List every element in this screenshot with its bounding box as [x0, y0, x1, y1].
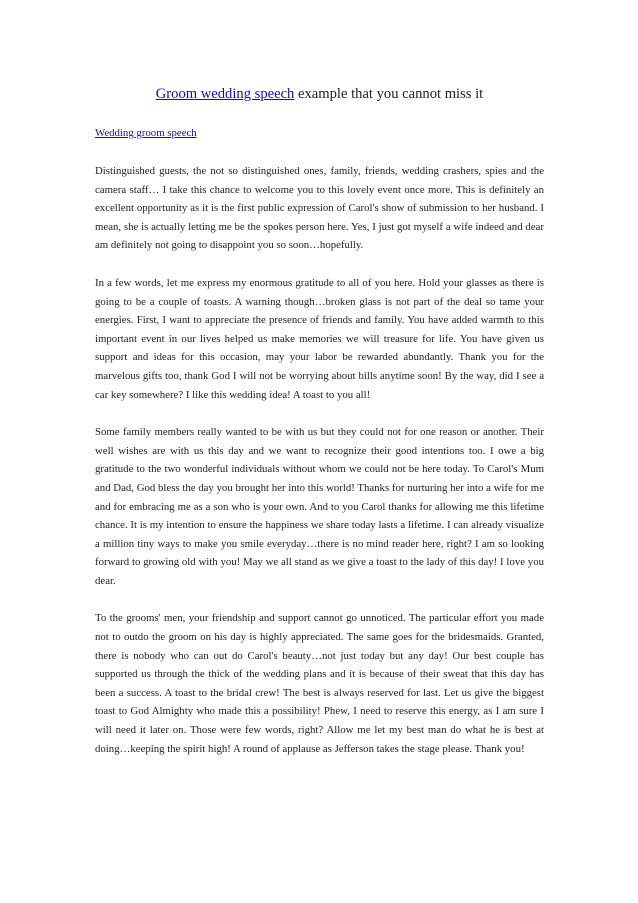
title-rest-text: example that you cannot miss it [294, 86, 484, 102]
paragraph-family: Some family members really wanted to be with us but they could not for one reason or another. Their well wishes are with us this day and we want to recognize their good intentions too. I owe a big gratitude to the two wonderful individuals without whom we could not be here today. To Carol's Mum and Dad, God bless the day you brought her into this world! Thanks for nurturing her into a wife for me and for embracing me as a son who is your own. And to you Carol thanks for allowing me this lifetime chance. It is my intention to ensure the happiness we share today lasts a lifetime. I can already visualize a million tiny ways to make you smile everyday…there is no mind reader here, right? I am so looking forward to growing old with you! May we all stand as we give a toast to the lady of this day! I love you dear. [95, 426, 544, 587]
title-link[interactable]: Groom wedding speech [155, 86, 295, 102]
paragraph-gratitude: In a few words, let me express my enormous gratitude to all of you here. Hold your glasses as there is going to be a couple of toasts. A warning though…broken glass is not part of the deal so tame your energies. First, I want to appreciate the presence of friends and family. You have added warmth to this important event in our lives helped us make memories we will treasure for life. You have given us support and ideas for this occasion, may your labor be rewarded abundantly. Thank you for the marvelous gifts too, thank God I will not be worrying about bills anytime soon! By the way, did I see a car key somewhere? I like this wedding idea! A toast to you all! [95, 276, 544, 401]
document-page [95, 84, 544, 777]
paragraph-bridal-crew: To the grooms' men, your friendship and support cannot go unnoticed. The particular effort you made not to outdo the groom on his day is highly appreciated. The same goes for the bridesmaids. Granted, there is nobody who can out do Carol's beauty…not just today but any day! Our best couple has supported us through the thick of the wedding plans and it is because of their sweat that this day has been a success. A toast to the bridal crew! The best is always reserved for last. Let us give the biggest toast to God Almighty who made this a possibility! Phew, I need to reserve this energy, as I am sure I will need it later on. Those were few words, right? Allow me let my best man do what he is best at doing…keeping the spirit high! A round of applause as Jefferson takes the stage please. Thank you! [95, 612, 544, 755]
wedding-groom-speech-link[interactable]: Wedding groom speech [95, 127, 197, 139]
document-title [95, 84, 544, 104]
paragraph-welcome: Distinguished guests, the not so distinguished ones, family, friends, wedding crashers, spies and the camera staff… I take this chance to welcome you to this lovely event once more. This is definitely an excellent opportunity as it is the first public expression of Carol's show of submission to her husband. I mean, she is actually letting me be the spokes person here. Yes, I just got myself a wife indeed and dear am definitely not going to disappoint you so soon…hopefully. [95, 165, 544, 252]
